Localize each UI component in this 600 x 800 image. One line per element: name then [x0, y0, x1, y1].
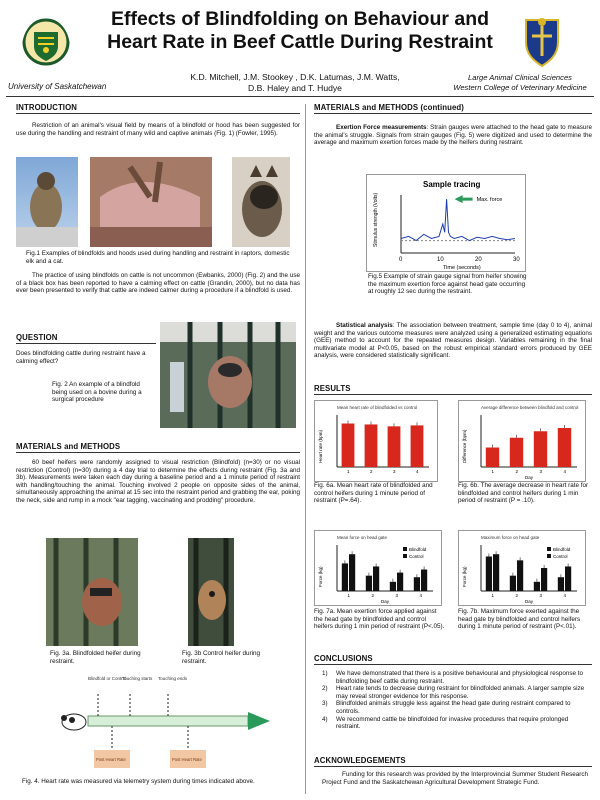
timeline-cow-icon	[61, 714, 86, 730]
fig6b-x-tick-label: 4	[563, 469, 567, 474]
institution-left: University of Saskatchewan	[8, 82, 107, 91]
conclusion-text: Blindfolded animals struggle less against the head gate during restraint compared to controls.	[336, 700, 571, 715]
fig6a-bar	[388, 426, 401, 467]
conclusions-list	[322, 670, 588, 731]
fig6a-bar	[365, 424, 378, 467]
conclusion-item	[322, 670, 588, 685]
fig7b-bar	[541, 568, 547, 591]
fig7b-bar	[517, 560, 523, 591]
conclusion-number: 3)	[322, 700, 328, 708]
control-heifer-photo	[188, 538, 234, 646]
poster-title	[95, 8, 505, 54]
blindfolded-bovine-photo	[160, 322, 296, 428]
elk-photo	[90, 157, 212, 247]
timeline-arrowhead	[248, 712, 270, 730]
fig7b-legend-label: Blindfold	[553, 547, 571, 552]
fig7b-x-tick-label: 4	[563, 593, 567, 598]
fig7b-title: Maximum force on head gate	[481, 535, 540, 540]
fig7b-bar	[558, 577, 564, 591]
conclusion-item	[322, 685, 588, 700]
fig7b-bar	[510, 576, 516, 591]
fig5-x-tick-label: 20	[475, 257, 482, 263]
fig7b-x-tick-label: 1	[491, 593, 495, 598]
conclusion-item	[322, 700, 588, 715]
fig6a-caption: Fig. 6a. Mean heart rate of blindfolded and control heifers during 1 minute period of restraint (P=.64).	[314, 482, 433, 505]
fig7a-bar	[366, 576, 372, 591]
fig7a-legend-label: Control	[409, 554, 424, 559]
authors-line-2: D.B. Haley and T. Hudye	[248, 83, 342, 93]
fig5-caption: Fig.5 Example of strain gauge signal from heifer showing the maximum exertion force against head gate occurring at roughly 12 sec during the restraint.	[368, 273, 527, 296]
fig6b-x-label: Day	[525, 475, 534, 480]
fig7b-caption: Fig. 7b. Maximum force exerted against the head gate by blindfolded and control heifers during 1 minute period of restraint (P<.01).	[458, 608, 581, 631]
fig7a-legend-label: Blindfold	[409, 547, 427, 552]
fig6b-y-label: Difference (bpm)	[462, 429, 467, 463]
post-hr-label-2: Post Heart Rate	[172, 757, 202, 762]
wcvm-crest-logo	[520, 14, 564, 70]
fig7b-bar	[486, 557, 492, 592]
timeline-bar	[88, 716, 248, 726]
fig7b-x-tick-label: 2	[515, 593, 519, 598]
fig7a-title: Mean force on head gate	[337, 535, 388, 540]
cat-hood-photo	[232, 157, 290, 247]
fig5-max-arrow-shaft	[463, 198, 473, 201]
fig7b-x-tick-label: 3	[539, 593, 543, 598]
fig7a-bar	[397, 573, 403, 591]
fig6a-x-tick-label: 3	[393, 469, 396, 474]
conclusions-underline	[314, 664, 592, 665]
fig7a-x-label: Day	[381, 599, 390, 604]
fig6a-x-tick-label: 4	[416, 469, 419, 474]
conclusion-text: We have demonstrated that there is a positive behavioural and physiological response to blindfolding beef cattle during restraint.	[336, 670, 584, 685]
conclusion-number: 1)	[322, 670, 328, 677]
fig7a-bar	[342, 563, 348, 591]
title-line-2: Heart Rate in Beef Cattle During Restraint	[107, 31, 493, 53]
conclusion-text: Heart rate tends to decrease during restraint for blindfolded animals. A larger sample size may reveal stronger evidence for this response.	[336, 685, 585, 700]
fig7a-x-tick-label: 1	[347, 593, 351, 598]
title-line-1: Effects of Blindfolding on Behaviour and	[110, 8, 490, 30]
fig6b-caption: Fig. 6b. The average decrease in heart rate for blindfolded and control heifers during 1 min period of restraint (P = .10).	[458, 482, 589, 505]
raptor-photo	[16, 157, 78, 247]
fig5-x-tick-label: 10	[437, 257, 444, 263]
fig3b-caption: Fig. 3b Control heifer during restraint.	[182, 650, 261, 665]
timeline-diagram	[60, 672, 290, 776]
ack-heading: ACKNOWLEDGEMENTS	[314, 756, 406, 765]
fig7a-legend-swatch	[403, 547, 407, 551]
fig2-caption: Fig. 2 An example of a blindfold being used on a bovine during a surgical procedure	[52, 381, 142, 404]
exertion-lead: Exertion Force measurements	[336, 124, 427, 131]
ack-underline	[314, 766, 592, 767]
institution-right	[446, 73, 594, 92]
fig7b-chart	[458, 530, 586, 606]
fig5-x-label: Time (seconds)	[443, 265, 481, 271]
methods-cont-heading: MATERIALS and METHODS (continued)	[314, 103, 592, 114]
exertion-text: : Strain gauges were attached to the head gate to measure the animal's struggle. Signals from strain gauges (Fig. 5) were digitized and used to determine the average and maximum exertion forces made by the heifers during restraint.	[314, 124, 592, 147]
fig7b-bar	[565, 566, 571, 591]
fig7a-x-tick-label: 4	[419, 593, 423, 598]
fig7a-bar	[373, 566, 379, 591]
ack-text: Funding for this research was provided by the Interprovincial Summer Student Research Project Fund and the Saskatchewan Agricultural Development Strategic Fund.	[322, 771, 589, 786]
fig7a-chart	[314, 530, 442, 606]
fig7b-bar	[493, 554, 499, 591]
inst-right-line-2: Western College of Veterinary Medicine	[453, 82, 587, 92]
fig5-y-label: Stimulus strength (Volts)	[373, 192, 379, 247]
fig6b-x-tick-label: 2	[515, 469, 519, 474]
fig7a-bar	[349, 554, 355, 591]
timeline-label-3: Touching ends	[158, 676, 188, 681]
fig7a-caption: Fig. 7a. Mean exertion force applied against the head gate by blindfolded and control heifers during 1 min period of restraint (P<.05).	[314, 608, 445, 631]
authors-line-1: K.D. Mitchell, J.M. Stookey , D.K. Latumas, J.M. Watts,	[190, 72, 400, 82]
fig5-chart	[366, 174, 526, 272]
fig7a-bar	[414, 577, 420, 591]
conclusion-item	[322, 716, 588, 731]
fig6a-bar	[342, 424, 355, 467]
university-seal-logo	[22, 18, 70, 78]
timeline-label-2: Touching starts	[122, 676, 153, 681]
intro-paragraph-1: Restriction of an animal's visual field by means of a blindfold or hood has been suggested for use during the handling and restraint of many wild and captive animals (Fig. 1) (Fowler, 1995).	[16, 122, 300, 137]
fig3a-caption: Fig. 3a. Blindfolded heifer during restraint.	[50, 650, 141, 665]
fig6a-title: Mean heart rate of blindfolded vs control	[337, 405, 418, 410]
stats-lead: Statistical analysis	[336, 322, 393, 329]
fig5-max-arrow	[455, 195, 463, 203]
intro-paragraph-2: The practice of using blindfolds on cattle is not uncommon (Ewbanks, 2000) (Fig. 2) and the use of a black box has been reported to have a calming effect on cattle (Grandin, 2000), but no data has ever been presented to verify that cattle are indeed calmer during a procedure if a blindfold is used.	[16, 272, 300, 295]
fig7a-legend-swatch	[403, 554, 407, 558]
fig7b-y-label: Force (kg)	[462, 566, 467, 587]
methods-text: 60 beef heifers were randomly assigned to visual restriction (Blindfold) (n=30) or no visual restriction (Control) (n=30) during a 4 day trial to determine the effects during restraint (Fig. 3a and 3b). Measurements were taken each day during a baseline period and a 1 minute period of restraint with handling/touching the animal. Touching involved 2 people on opposite sides of the animal, simultaneously approaching the animal at 15 sec into the restraint period and grabbing the ear, poking the neck, side and rump in a mock "ear tagging, vaccinating and prodding" procedure.	[16, 459, 300, 504]
header-divider	[6, 96, 594, 97]
question-heading: QUESTION	[16, 333, 156, 344]
stats-paragraph	[314, 322, 592, 360]
fig7a-x-tick-label: 3	[395, 593, 399, 598]
timeline-label-1: Blindfold or Control	[88, 676, 127, 681]
results-heading: RESULTS	[314, 384, 351, 393]
fig5-title: Sample tracing	[423, 180, 481, 189]
fig6a-x-tick-label: 1	[347, 469, 350, 474]
fig6b-bar	[558, 428, 571, 467]
fig1-caption: Fig.1 Examples of blindfolds and hoods used during handling and restraint in raptors, domestic elk and a cat.	[26, 250, 290, 265]
inst-right-line-1: Large Animal Clinical Sciences	[468, 73, 572, 82]
fig7a-bar	[421, 570, 427, 591]
fig5-x-tick-label: 0	[399, 257, 403, 263]
authors	[150, 72, 440, 94]
fig6b-bar	[486, 448, 499, 468]
post-hr-label-1: Post Heart Rate	[96, 757, 126, 762]
methods-heading: MATERIALS and METHODS	[16, 442, 300, 453]
fig7a-bar	[390, 582, 396, 591]
fig6a-chart	[314, 400, 438, 482]
question-text: Does blindfolding cattle during restraint have a calming effect?	[16, 350, 146, 365]
fig5-x-tick-label: 30	[513, 257, 520, 263]
fig6b-bar	[510, 438, 523, 467]
fig5-series-line	[401, 199, 515, 240]
conclusion-text: We recommend cattle be blindfolded for invasive procedures that require prolonged restraint.	[336, 715, 569, 731]
fig6b-x-tick-label: 3	[539, 469, 543, 474]
fig6b-chart	[458, 400, 586, 482]
fig7b-x-label: Day	[525, 599, 534, 604]
fig7a-y-label: Force (kg)	[318, 566, 323, 587]
fig7b-legend-label: Control	[553, 554, 568, 559]
fig6b-x-tick-label: 1	[491, 469, 495, 474]
conclusion-number: 4)	[322, 715, 328, 723]
fig7b-legend-swatch	[547, 554, 551, 558]
fig7a-x-tick-label: 2	[371, 593, 375, 598]
fig6a-x-tick-label: 2	[370, 469, 373, 474]
exertion-paragraph	[314, 124, 592, 147]
conclusions-heading: CONCLUSIONS	[314, 654, 373, 663]
fig6b-bar	[534, 431, 547, 467]
results-underline	[314, 394, 592, 395]
fig4-caption: Fig. 4. Heart rate was measured via telemetry system during times indicated above.	[22, 778, 255, 785]
fig7b-legend-swatch	[547, 547, 551, 551]
fig6a-y-label: Heart rate (bpm)	[318, 429, 323, 463]
intro-heading: INTRODUCTION	[16, 103, 300, 114]
blindfolded-heifer-photo	[46, 538, 138, 646]
fig7b-bar	[534, 582, 540, 591]
fig5-annotation: Max. force	[476, 197, 503, 204]
fig6b-title: Average difference between blindfold and control	[481, 405, 579, 410]
fig6a-bar	[411, 425, 424, 467]
stats-text: : The association between treatment, sample time (day 0 to 4), animal weight and the various outcome measures were analyzed using a generalized estimating equations (GEE) method to account for the repeated measures design. Variables remaining in the final multivariate model at P<0.05, based on the robust empirical standard errors produced by GEE analysis, were considered statistically significant.	[314, 322, 593, 360]
column-divider	[305, 104, 306, 794]
conclusion-number: 2)	[322, 685, 328, 693]
